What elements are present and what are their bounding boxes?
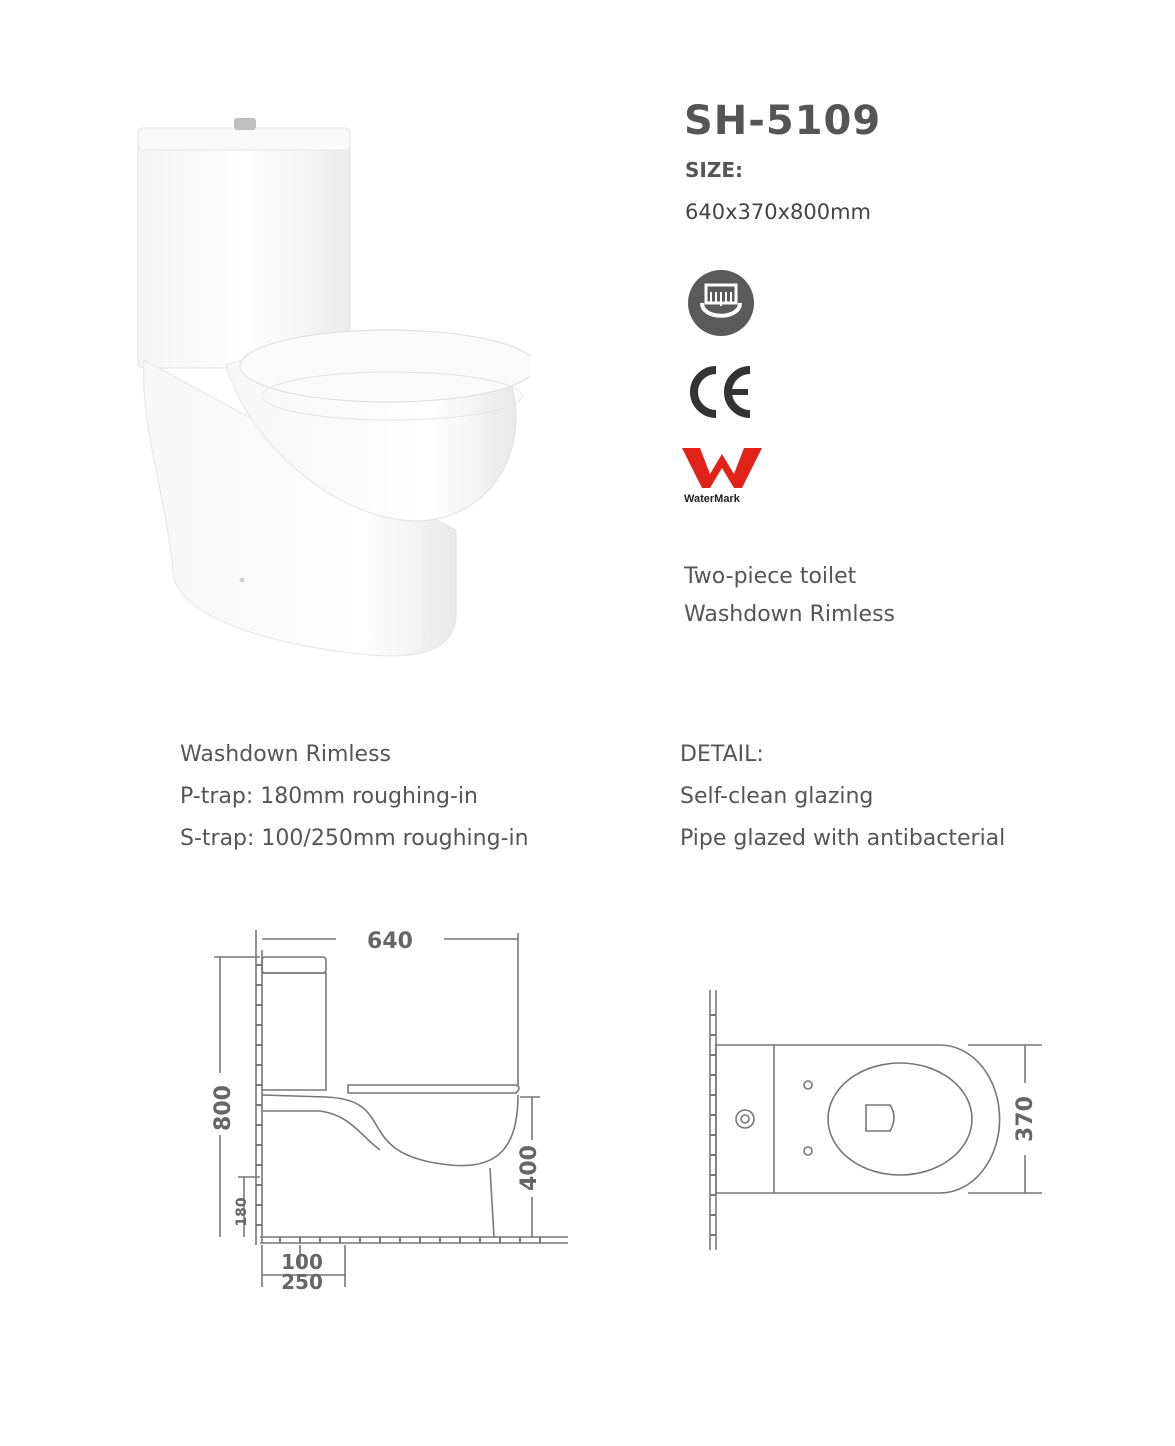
size-value: 640x370x800mm [685, 200, 872, 224]
strap-dimension-250: 250 [281, 1270, 323, 1294]
spec-line: Washdown Rimless [180, 742, 391, 767]
strap-dimension-100: 100 [281, 1250, 323, 1274]
antibacterial-glaze-icon [686, 268, 756, 338]
watermark-label: WaterMark [684, 493, 740, 505]
ce-mark-icon [686, 362, 756, 422]
depth-dimension: 370 [1013, 1096, 1038, 1142]
top-view-drawing [700, 985, 1060, 1255]
seat-height-dimension: 400 [517, 1145, 542, 1191]
detail-line: Self-clean glazing [680, 784, 874, 809]
spec-line: S-trap: 100/250mm roughing-in [180, 826, 529, 851]
description-line: Two-piece toilet [684, 564, 857, 589]
trap-specs [180, 734, 529, 860]
product-photo [130, 110, 530, 670]
ptrap-dimension: 180 [234, 1197, 250, 1227]
size-label: SIZE: [685, 158, 744, 182]
width-dimension: 640 [367, 929, 413, 954]
watermark-logo [680, 444, 766, 508]
spec-line: P-trap: 180mm roughing-in [180, 784, 478, 809]
side-view-drawing [200, 925, 580, 1300]
detail-line: Pipe glazed with antibacterial [680, 826, 1006, 851]
description-line: Washdown Rimless [684, 602, 895, 627]
product-description [684, 558, 895, 634]
detail-heading: DETAIL: [680, 742, 764, 767]
detail-specs [680, 734, 1005, 860]
model-number: SH-5109 [684, 98, 882, 144]
height-dimension: 800 [211, 1085, 236, 1131]
